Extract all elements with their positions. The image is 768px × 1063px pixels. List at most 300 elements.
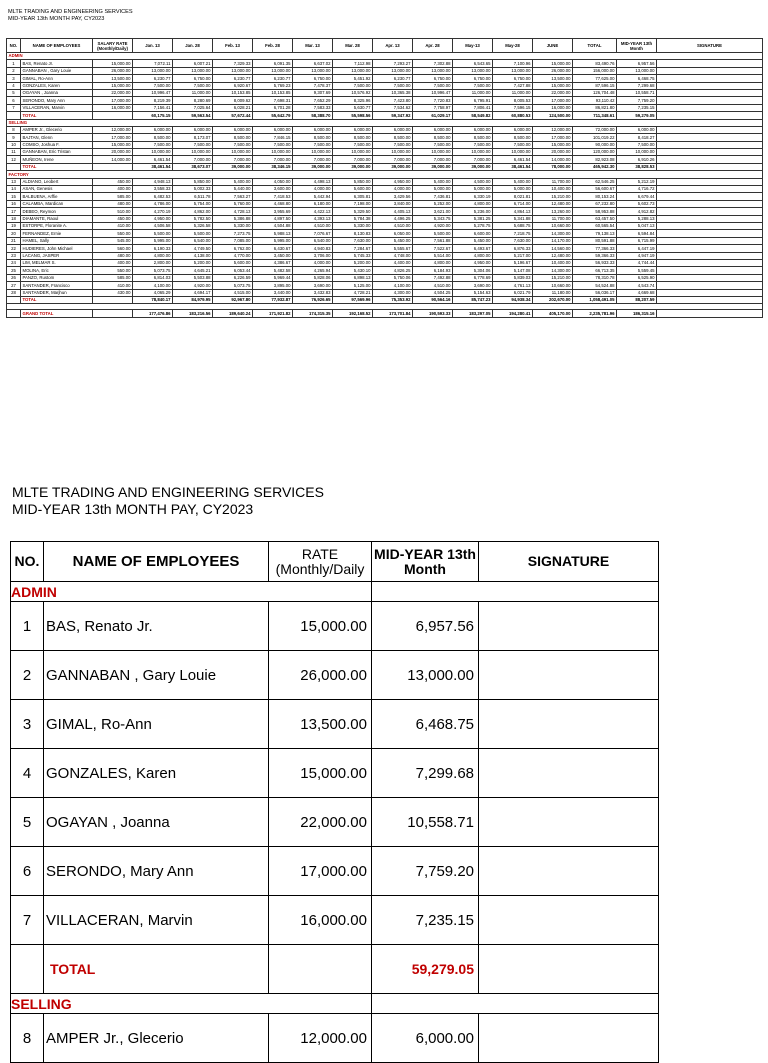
- small-total-value: 38,461.54: [133, 163, 173, 170]
- small-cell-value: 7,478.37: [293, 82, 333, 89]
- small-cell-value: 7,436.81: [413, 193, 453, 200]
- small-cell-value: 8,500.00: [293, 134, 333, 141]
- small-cell-no: 27: [7, 282, 21, 289]
- small-cell-value: 8,500.00: [413, 134, 453, 141]
- small-cell-value: 8,500.00: [213, 134, 253, 141]
- small-cell-value: 7,500.00: [293, 141, 333, 148]
- small-cell-value: 5,002.33: [173, 186, 213, 193]
- small-cell-value: 13,000.00: [173, 67, 213, 74]
- large-cell-no: 3: [11, 700, 44, 749]
- large-cell-name: BAS, Renato Jr.: [44, 602, 269, 651]
- large-section-admin: [11, 582, 659, 602]
- small-cell-value: 7,500.00: [333, 141, 373, 148]
- small-cell-no: [7, 296, 21, 303]
- large-section-selling: [11, 994, 659, 1014]
- large-cell-no: 2: [11, 651, 44, 700]
- small-cell-value: 6,000.00: [333, 126, 373, 133]
- small-cell-value: 7,500.00: [333, 82, 373, 89]
- small-cell-value: 15,210.00: [533, 274, 573, 281]
- small-cell-value: 5,430.10: [333, 267, 373, 274]
- large-cell-signature: [479, 896, 659, 945]
- large-cell-rate: 15,000.00: [269, 602, 372, 651]
- small-header-period: Mar. 28: [333, 39, 373, 53]
- small-cell-value: 7,652.29: [293, 97, 333, 104]
- small-cell-name: ESTORPE, Floranite A.: [21, 222, 93, 229]
- small-cell-value: 5,503.88: [173, 274, 213, 281]
- small-cell-value: 67,232.80: [573, 200, 617, 207]
- large-cell-rate: 15,000.00: [269, 749, 372, 798]
- small-total-value: 92,967.80: [213, 296, 253, 303]
- small-cell-value: 5,200.00: [173, 259, 213, 266]
- small-cell-value: 5,000.00: [413, 186, 453, 193]
- small-cell-value: 56,600.67: [573, 186, 617, 193]
- small-cell-value: 510.00: [93, 208, 133, 215]
- small-cell-signature: [657, 104, 763, 111]
- small-header-period: Jan. 28: [173, 39, 213, 53]
- small-cell-name: HAMEL, Sally: [21, 237, 93, 244]
- large-header-midyear: MID-YEAR 13th Month: [372, 542, 479, 582]
- small-cell-value: 7,500.00: [133, 82, 173, 89]
- large-cell-signature: [479, 602, 659, 651]
- small-cell-value: 4,500.00: [453, 178, 493, 185]
- small-cell-value: 5,341.88: [493, 215, 533, 222]
- small-cell-value: 66,713.35: [573, 267, 617, 274]
- small-cell-value: 6,715.99: [617, 237, 657, 244]
- small-cell-value: 7,500.00: [373, 141, 413, 148]
- small-cell-name: DEBEO, Reymon: [21, 208, 93, 215]
- small-header-period: Feb. 28: [253, 39, 293, 53]
- small-cell-value: 77,625.00: [573, 75, 617, 82]
- small-cell-no: 25: [7, 267, 21, 274]
- small-cell-value: 5,995.00: [253, 237, 293, 244]
- small-cell-value: 6,230.77: [253, 75, 293, 82]
- small-section-total-row: [7, 163, 763, 170]
- small-cell-value: 4,761.13: [493, 282, 533, 289]
- large-cell-signature: [479, 651, 659, 700]
- small-cell-value: 6,594.84: [617, 230, 657, 237]
- small-cell-value: 8,219.39: [133, 97, 173, 104]
- small-cell-value: 7,846.15: [253, 134, 293, 141]
- small-cell-no: 2: [7, 67, 21, 74]
- large-section-spacer: [372, 582, 479, 602]
- small-cell-value: 7,500.00: [493, 141, 533, 148]
- small-cell-value: 5,196.67: [493, 259, 533, 266]
- small-cell-value: 5,000.00: [493, 186, 533, 193]
- small-cell-value: 7,500.00: [173, 141, 213, 148]
- small-cell-value: 7,500.00: [453, 141, 493, 148]
- small-table-row: [7, 289, 763, 296]
- small-cell-value: 4,405.13: [373, 208, 413, 215]
- small-cell-value: 7,522.67: [413, 245, 453, 252]
- small-total-value: 174,315.35: [293, 310, 333, 317]
- small-cell-value: 13,000.00: [617, 67, 657, 74]
- small-cell-signature: [657, 282, 763, 289]
- small-cell-value: 5,784.38: [333, 215, 373, 222]
- large-subtitle: MID-YEAR 13th MONTH PAY, CY2023: [12, 501, 254, 517]
- small-cell-value: 4,270.19: [133, 208, 173, 215]
- small-cell-value: 17,000.00: [93, 134, 133, 141]
- small-cell-value: 4,950.00: [133, 215, 173, 222]
- large-header-rate: RATE (Monthly/Daily: [269, 542, 372, 582]
- small-cell-value: 5,839.03: [493, 274, 533, 281]
- small-table-row: [7, 104, 763, 111]
- small-cell-name: CALAMBA, Mardican: [21, 200, 93, 207]
- large-section-spacer: [479, 994, 659, 1014]
- small-table-row: [7, 126, 763, 133]
- small-cell-signature: [657, 245, 763, 252]
- small-cell-value: 6,468.75: [617, 75, 657, 82]
- small-cell-value: 54,524.88: [573, 282, 617, 289]
- payroll-sheet-small: [6, 38, 763, 318]
- small-cell-name: DIAMANTE, Raoul: [21, 215, 93, 222]
- small-cell-value: 11,000.00: [173, 89, 213, 96]
- small-cell-value: 6,000.00: [213, 126, 253, 133]
- small-cell-value: 7,000.00: [373, 156, 413, 163]
- large-cell-midyear: 7,759.20: [372, 847, 479, 896]
- large-table-row: [11, 651, 659, 700]
- small-cell-value: 5,400.00: [213, 178, 253, 185]
- small-total-value: 405,170.00: [533, 310, 573, 317]
- small-total-value: [93, 296, 133, 303]
- small-cell-value: 7,112.98: [333, 60, 373, 67]
- small-cell-value: 450.00: [93, 178, 133, 185]
- small-cell-value: 4,669.68: [617, 289, 657, 296]
- small-cell-value: 5,450.00: [453, 237, 493, 244]
- small-section-total-row: [7, 112, 763, 119]
- small-table-row: [7, 97, 763, 104]
- small-cell-signature: [657, 252, 763, 259]
- small-cell-value: 4,100.00: [133, 282, 173, 289]
- small-cell-value: 78,310.78: [573, 274, 617, 281]
- small-table-row: [7, 141, 763, 148]
- small-cell-value: 5,850.00: [173, 178, 213, 185]
- small-cell-value: 17,000.00: [93, 97, 133, 104]
- small-table-row: [7, 67, 763, 74]
- small-cell-value: 87,596.15: [573, 82, 617, 89]
- small-cell-value: 14,000.00: [533, 156, 573, 163]
- small-cell-value: 4,498.13: [293, 178, 333, 185]
- small-table-row: [7, 222, 763, 229]
- small-section-row: [7, 171, 763, 178]
- large-total-row: [11, 945, 659, 994]
- small-cell-name: SANTANDER, Marjhun: [21, 289, 93, 296]
- large-cell-rate: 16,000.00: [269, 896, 372, 945]
- small-cell-value: 6,957.56: [617, 60, 657, 67]
- small-cell-no: [7, 310, 21, 317]
- small-cell-value: 6,230.77: [133, 75, 173, 82]
- small-cell-value: 7,418.53: [253, 193, 293, 200]
- small-cell-value: 10,400.00: [533, 259, 573, 266]
- small-total-value: 58,549.82: [453, 112, 493, 119]
- small-cell-value: 17,000.00: [533, 97, 573, 104]
- large-section-spacer: [269, 582, 372, 602]
- small-cell-value: 10,576.92: [333, 89, 373, 96]
- small-total-value: 55,598.56: [333, 112, 373, 119]
- small-cell-value: 5,482.58: [253, 267, 293, 274]
- small-total-value: 192,168.52: [333, 310, 373, 317]
- small-cell-value: 58,953.88: [573, 208, 617, 215]
- small-section-total-row: [7, 296, 763, 303]
- small-section-label: SELLING: [7, 119, 763, 126]
- small-cell-value: 560.00: [93, 245, 133, 252]
- small-table-row: [7, 178, 763, 185]
- small-cell-value: 5,073.75: [213, 282, 253, 289]
- small-cell-no: 19: [7, 222, 21, 229]
- large-section-spacer: [479, 582, 659, 602]
- small-cell-value: 5,326.58: [173, 222, 213, 229]
- small-cell-value: 4,515.00: [213, 289, 253, 296]
- small-cell-value: 80,591.88: [573, 237, 617, 244]
- small-total-label: TOTAL: [21, 296, 93, 303]
- small-cell-value: 5,754.00: [173, 200, 213, 207]
- small-cell-value: 5,000.00: [453, 186, 493, 193]
- small-table-row: [7, 215, 763, 222]
- small-cell-value: 15,000.00: [533, 82, 573, 89]
- small-cell-value: 16,000.00: [533, 104, 573, 111]
- small-cell-value: 4,920.00: [413, 222, 453, 229]
- small-total-value: 75,353.92: [373, 296, 413, 303]
- small-cell-value: 8,280.69: [173, 97, 213, 104]
- small-total-value: 1,058,491.05: [573, 296, 617, 303]
- small-cell-value: 4,138.00: [173, 252, 213, 259]
- small-total-value: 39,000.00: [373, 163, 413, 170]
- small-cell-value: 6,876.33: [493, 245, 533, 252]
- small-cell-value: 5,047.13: [617, 222, 657, 229]
- small-cell-value: 6,184.93: [413, 267, 453, 274]
- large-table-row: [11, 847, 659, 896]
- large-cell-no: [11, 945, 44, 994]
- small-cell-value: 5,304.06: [453, 267, 493, 274]
- small-cell-signature: [657, 237, 763, 244]
- small-cell-value: 10,400.00: [533, 186, 573, 193]
- small-cell-value: 545.00: [93, 237, 133, 244]
- large-cell-name: GIMAL, Ro-Ann: [44, 700, 269, 749]
- small-cell-value: 5,600.00: [333, 186, 373, 193]
- small-cell-value: 72,000.00: [573, 126, 617, 133]
- small-cell-value: 8,418.27: [617, 134, 657, 141]
- small-cell-value: 7,500.00: [173, 82, 213, 89]
- small-header-signature: SIGNATURE: [657, 39, 763, 53]
- small-cell-signature: [657, 230, 763, 237]
- large-total-label: TOTAL: [44, 945, 269, 994]
- small-cell-value: 7,329.33: [213, 60, 253, 67]
- small-cell-value: 63,457.50: [573, 215, 617, 222]
- small-total-value: 124,500.00: [533, 112, 573, 119]
- small-cell-value: 4,543.74: [617, 282, 657, 289]
- large-cell-signature: [479, 945, 659, 994]
- small-cell-value: 3,840.00: [373, 200, 413, 207]
- small-cell-value: 13,260.00: [533, 208, 573, 215]
- large-cell-signature: [479, 700, 659, 749]
- small-cell-value: 4,950.00: [373, 178, 413, 185]
- small-cell-value: 4,000.00: [373, 186, 413, 193]
- small-total-value: 171,921.82: [253, 310, 293, 317]
- small-cell-value: 550.00: [93, 230, 133, 237]
- small-cell-value: 101,019.22: [573, 134, 617, 141]
- small-table-row: [7, 186, 763, 193]
- small-cell-signature: [657, 208, 763, 215]
- large-company-title: MLTE TRADING AND ENGINEERING SERVICES: [12, 484, 324, 500]
- small-cell-value: 11,000.00: [453, 89, 493, 96]
- large-section-label: ADMIN: [11, 582, 269, 602]
- small-cell-signature: [657, 259, 763, 266]
- small-cell-value: 6,050.00: [373, 230, 413, 237]
- small-cell-value: 6,000.00: [413, 126, 453, 133]
- small-cell-value: 4,800.00: [453, 252, 493, 259]
- small-cell-value: 4,694.17: [173, 289, 213, 296]
- small-cell-value: 8,009.62: [213, 97, 253, 104]
- small-total-value: 77,932.87: [253, 296, 293, 303]
- large-cell-midyear: 13,000.00: [372, 651, 479, 700]
- small-cell-value: 4,897.50: [253, 215, 293, 222]
- small-table-row: [7, 237, 763, 244]
- small-cell-value: 6,053.44: [213, 267, 253, 274]
- small-cell-value: 6,305.81: [333, 193, 373, 200]
- small-cell-signature: [657, 178, 763, 185]
- large-header-signature: SIGNATURE: [479, 542, 659, 582]
- small-cell-value: 4,386.67: [253, 259, 293, 266]
- small-cell-value: 5,329.50: [333, 208, 373, 215]
- small-cell-value: 7,500.00: [453, 82, 493, 89]
- small-cell-value: 14,560.00: [533, 245, 573, 252]
- small-total-value: 183,216.56: [173, 310, 213, 317]
- small-cell-value: 6,000.00: [493, 126, 533, 133]
- large-cell-name: AMPER Jr., Glecerio: [44, 1014, 269, 1063]
- small-total-value: [93, 310, 133, 317]
- small-cell-value: 6,778.69: [453, 274, 493, 281]
- small-cell-value: 77,366.33: [573, 245, 617, 252]
- small-total-value: 202,670.00: [533, 296, 573, 303]
- large-cell-rate: 13,500.00: [269, 700, 372, 749]
- small-cell-value: 11,700.00: [533, 215, 573, 222]
- small-header-period: Apr. 13: [373, 39, 413, 53]
- small-total-value: 183,297.05: [453, 310, 493, 317]
- small-cell-value: 3,690.00: [453, 282, 493, 289]
- small-cell-value: 10,558.71: [617, 89, 657, 96]
- small-cell-name: GONZALES, Karen: [21, 82, 93, 89]
- small-cell-value: 7,500.00: [373, 82, 413, 89]
- small-total-value: 38,828.53: [617, 163, 657, 170]
- small-total-value: 38,346.15: [253, 163, 293, 170]
- small-cell-value: 7,720.83: [413, 97, 453, 104]
- small-cell-value: 7,563.27: [213, 193, 253, 200]
- small-table-row: [7, 89, 763, 96]
- small-cell-value: 5,750.06: [373, 274, 413, 281]
- small-cell-value: 480.00: [93, 200, 133, 207]
- small-cell-value: 6,000.00: [373, 126, 413, 133]
- small-cell-value: 8,325.96: [333, 97, 373, 104]
- large-cell-midyear: 7,299.68: [372, 749, 479, 798]
- small-cell-value: 5,782.50: [173, 215, 213, 222]
- small-cell-value: 10,365.38: [373, 89, 413, 96]
- small-cell-signature: [657, 156, 763, 163]
- small-cell-name: SANTANDER, Francisco: [21, 282, 93, 289]
- small-cell-signature: [657, 215, 763, 222]
- small-cell-value: 13,000.00: [293, 67, 333, 74]
- small-cell-value: 10,000.00: [293, 149, 333, 156]
- small-cell-value: 10,000.00: [173, 149, 213, 156]
- small-cell-value: 13,000.00: [493, 67, 533, 74]
- small-total-value: 59,563.54: [173, 112, 213, 119]
- small-cell-value: 7,500.00: [253, 141, 293, 148]
- small-cell-no: 4: [7, 82, 21, 89]
- small-cell-value: 7,759.20: [617, 97, 657, 104]
- small-cell-value: 7,500.00: [617, 141, 657, 148]
- small-cell-value: 15,000.00: [533, 60, 573, 67]
- small-cell-value: 7,000.00: [213, 156, 253, 163]
- large-cell-rate: 26,000.00: [269, 651, 372, 700]
- small-cell-value: 15,000.00: [533, 141, 573, 148]
- small-cell-value: 6,000.00: [133, 126, 173, 133]
- small-cell-value: 60,565.54: [573, 222, 617, 229]
- small-cell-value: 4,468.80: [253, 200, 293, 207]
- small-cell-value: 7,100.96: [493, 60, 533, 67]
- small-cell-value: 10,000.00: [453, 149, 493, 156]
- small-total-label: TOTAL: [21, 163, 93, 170]
- small-cell-value: 5,217.00: [493, 252, 533, 259]
- small-cell-signature: [657, 267, 763, 274]
- small-table-row: [7, 252, 763, 259]
- large-cell-name: SERONDO, Mary Ann: [44, 847, 269, 896]
- small-header-row: [7, 39, 763, 53]
- small-cell-value: 5,969.44: [253, 274, 293, 281]
- small-cell-value: 4,050.00: [253, 178, 293, 185]
- small-cell-value: 14,300.00: [533, 267, 573, 274]
- small-cell-value: 4,510.00: [373, 222, 413, 229]
- small-cell-value: 4,504.25: [413, 289, 453, 296]
- small-cell-value: 6,511.78: [173, 193, 213, 200]
- small-total-value: 59,347.92: [373, 112, 413, 119]
- small-cell-value: 5,769.23: [253, 82, 293, 89]
- small-cell-value: 59,366.33: [573, 252, 617, 259]
- small-cell-value: 6,714.00: [493, 200, 533, 207]
- small-cell-no: 1: [7, 60, 21, 67]
- small-cell-value: 10,996.47: [133, 89, 173, 96]
- small-cell-value: 13,000.00: [373, 67, 413, 74]
- small-cell-value: 10,660.00: [533, 282, 573, 289]
- small-cell-value: 15,210.00: [533, 193, 573, 200]
- small-cell-value: 4,265.94: [293, 267, 333, 274]
- small-cell-value: 7,000.00: [333, 156, 373, 163]
- small-total-value: 186,315.16: [617, 310, 657, 317]
- payroll-sheet-large: [10, 541, 659, 1063]
- large-cell-midyear: 6,468.75: [372, 700, 479, 749]
- small-total-value: 57,672.44: [213, 112, 253, 119]
- small-cell-value: 5,212.19: [617, 178, 657, 185]
- small-cell-value: 120,000.00: [573, 149, 617, 156]
- large-table-row: [11, 700, 659, 749]
- small-cell-value: 6,750.00: [453, 75, 493, 82]
- small-cell-value: 13,000.00: [333, 67, 373, 74]
- small-table-row: [7, 156, 763, 163]
- small-cell-name: GANNABAN , Gary Louie: [21, 67, 93, 74]
- large-table-row: [11, 1014, 659, 1063]
- small-cell-value: 585.00: [93, 193, 133, 200]
- small-total-value: 60,880.53: [493, 112, 533, 119]
- small-cell-value: 5,386.88: [213, 215, 253, 222]
- large-cell-signature: [479, 749, 659, 798]
- small-cell-value: 5,400.00: [413, 178, 453, 185]
- small-cell-signature: [657, 186, 763, 193]
- large-cell-name: VILLACERAN, Marvin: [44, 896, 269, 945]
- small-cell-value: 5,630.77: [333, 104, 373, 111]
- small-cell-value: 5,154.63: [453, 289, 493, 296]
- small-cell-value: 5,559.45: [617, 267, 657, 274]
- small-cell-value: 5,688.75: [493, 222, 533, 229]
- small-cell-value: 4,950.00: [453, 259, 493, 266]
- large-cell-rate: 22,000.00: [269, 798, 372, 847]
- small-cell-value: 4,300.00: [373, 289, 413, 296]
